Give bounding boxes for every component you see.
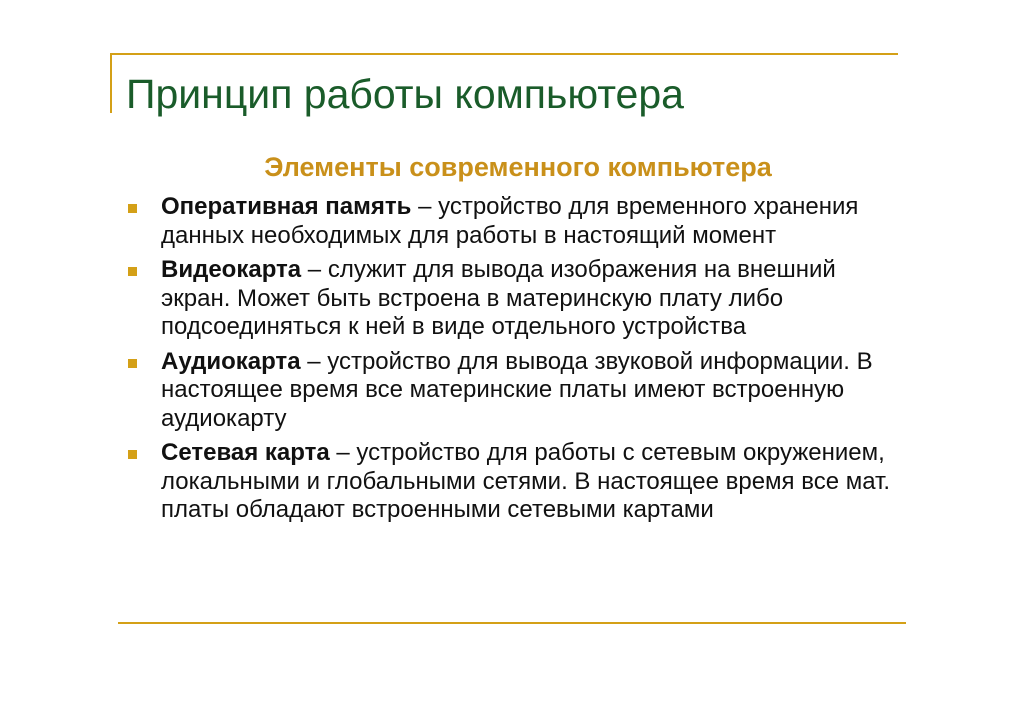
square-bullet-icon: [128, 450, 137, 459]
slide-subtitle: Элементы современного компьютера: [264, 152, 772, 182]
bullet-text: – устройство для вывода звуковой информации. В настоящее время все материнские платы имеют встроенную аудиокарту: [161, 347, 873, 432]
bullet-term: Сетевая карта: [161, 439, 330, 466]
top-rule: [110, 53, 898, 55]
bullet-item-audio-card: [128, 348, 908, 434]
bullet-term: Видеокарта: [161, 256, 302, 283]
square-bullet-icon: [128, 359, 137, 368]
square-bullet-icon: [128, 204, 137, 213]
bullet-text: – устройство для работы с сетевым окружением, локальными и глобальными сетями. В настоящее время все мат. платы обладают встроенными сетевыми картами: [161, 439, 891, 523]
bullet-term: Аудиокарта: [161, 347, 301, 375]
bullet-item-ram: [128, 193, 908, 250]
bullet-item-network-card: [128, 439, 908, 525]
square-bullet-icon: [128, 267, 137, 276]
slide-title: Принцип работы компьютера: [126, 71, 684, 117]
left-rule: [110, 53, 112, 113]
bullet-term: Оперативная память: [161, 193, 412, 220]
bullet-list: [128, 193, 908, 531]
bullet-text: – служит для вывода изображения на внешний экран. Может быть встроена в материнскую плату либо подсоединяться к ней в виде отдельного устройства: [161, 256, 836, 340]
bullet-item-video-card: [128, 256, 908, 342]
bullet-text: – устройство для временного хранения данных необходимых для работы в настоящий момент: [161, 193, 859, 249]
bottom-rule: [118, 622, 906, 624]
